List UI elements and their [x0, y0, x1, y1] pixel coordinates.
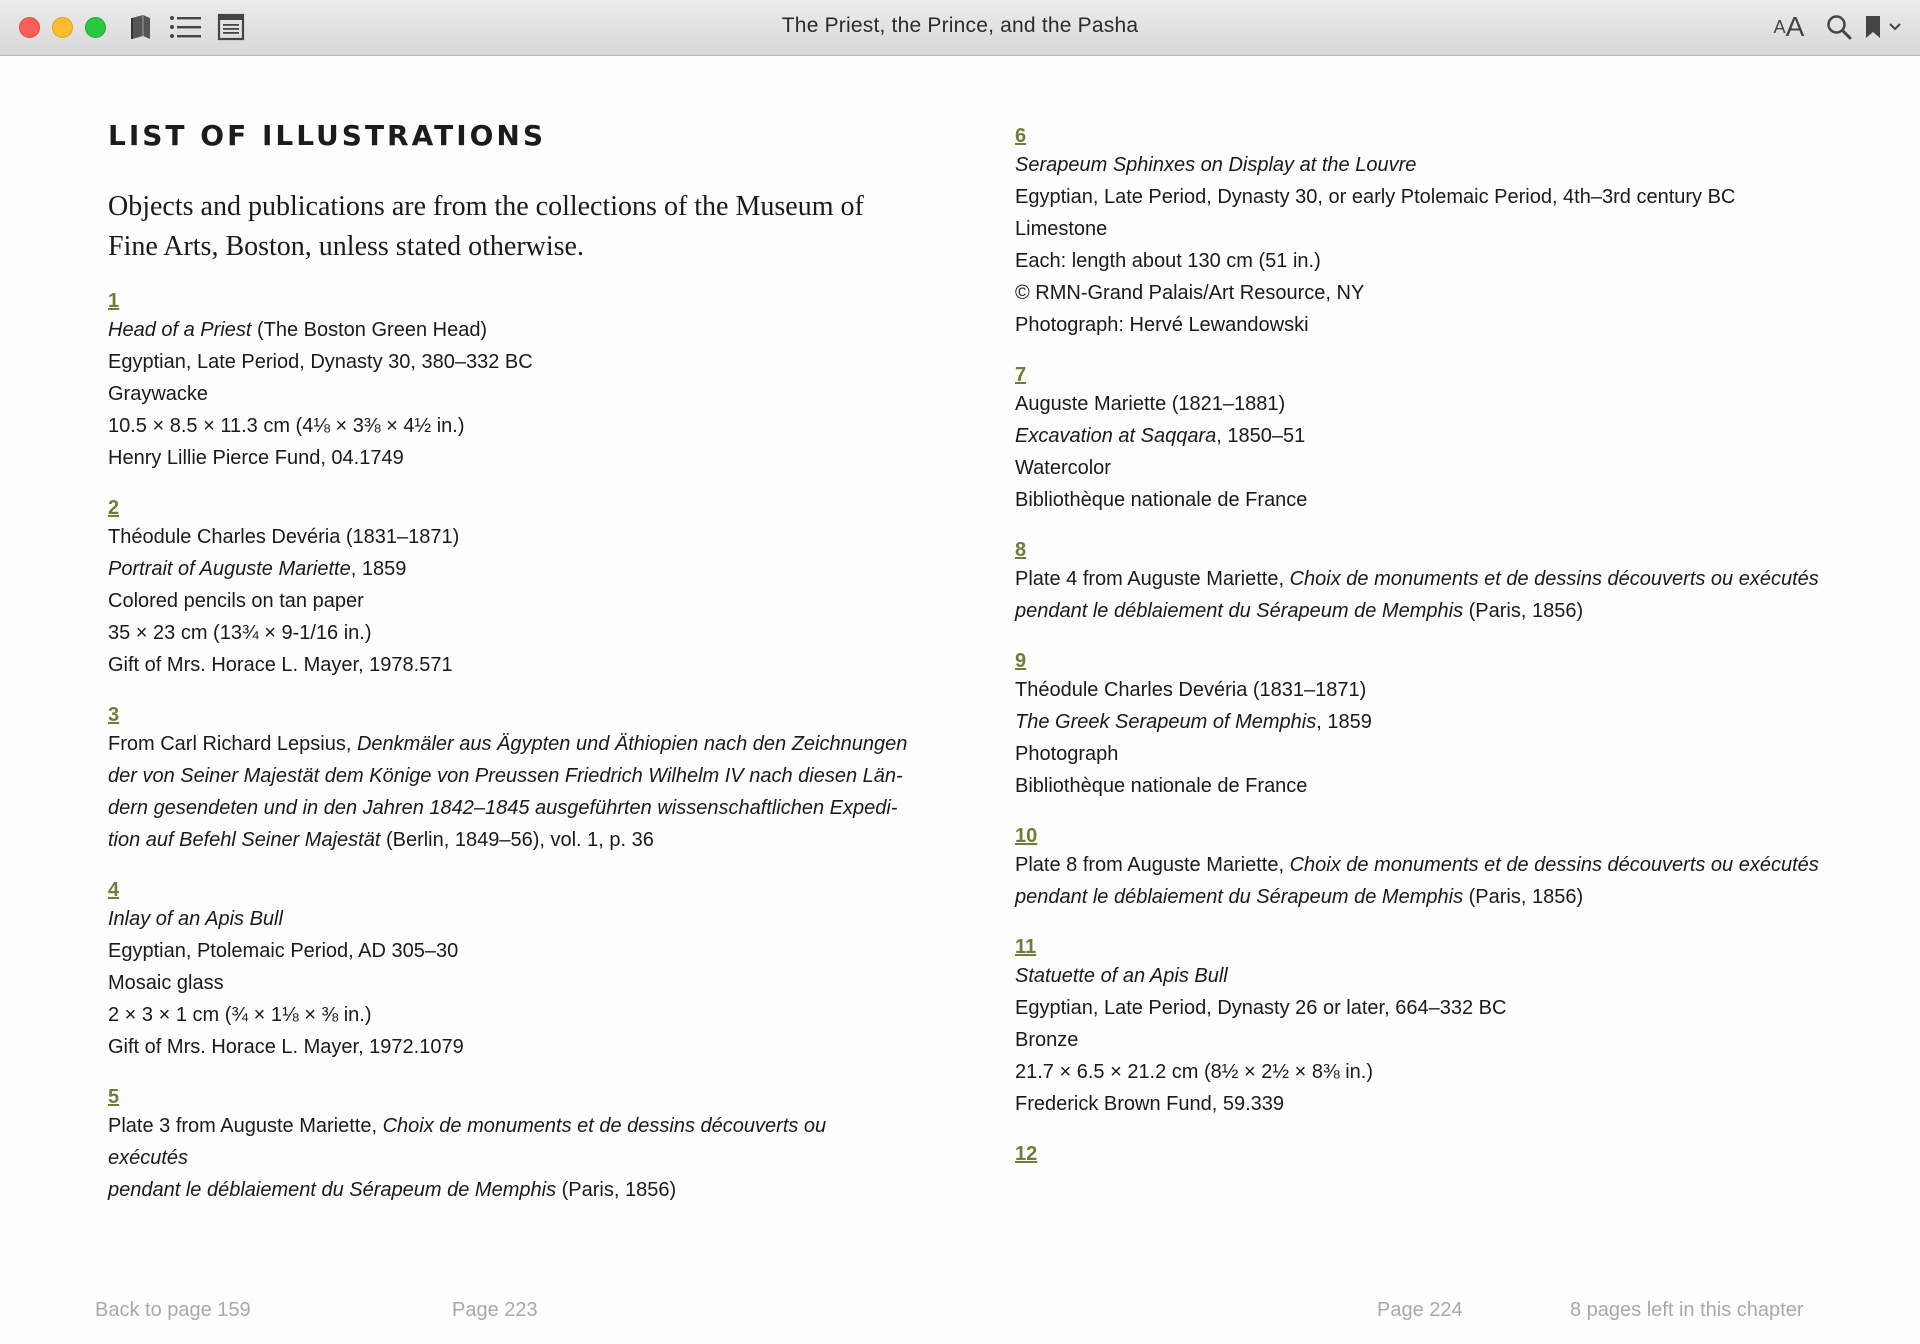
left-page [108, 56, 908, 1206]
illustration-number-link[interactable]: 10 [1015, 825, 1038, 847]
caption-title-text: Choix de monuments et de dessins découverts ou exécutés [108, 1114, 827, 1169]
caption-text: © RMN-Grand Palais/Art Resource, NY [1015, 282, 1365, 304]
illustration-number-link[interactable]: 2 [108, 496, 120, 519]
caption-line [108, 585, 908, 617]
illustration-entry [108, 877, 908, 1063]
illustration-entry [108, 288, 908, 474]
illustration-number-link[interactable]: 8 [1015, 539, 1027, 561]
caption-title-text: Excavation at Saqqara [1015, 425, 1217, 447]
back-to-page-link[interactable]: Back to page 159 [95, 1299, 251, 1321]
search-icon[interactable] [1824, 10, 1854, 44]
caption-text: 10.5 × 8.5 × 11.3 cm (4⅛ × 3⅜ × 4½ in.) [108, 414, 465, 437]
caption-text: Watercolor [1015, 457, 1111, 479]
caption-line [108, 521, 908, 553]
caption-line [1015, 277, 1835, 309]
illustration-list-left [108, 288, 908, 1206]
caption-line [108, 1031, 908, 1063]
caption-line [1015, 960, 1835, 992]
page-heading: LIST OF ILLUSTRATIONS [108, 119, 547, 152]
caption-title-text: tion auf Befehl Seiner Majestät [108, 828, 381, 851]
caption-line [1015, 992, 1835, 1024]
illustration-number-link[interactable]: 12 [1015, 1143, 1038, 1165]
caption-text: (Paris, 1856) [556, 1178, 677, 1201]
chevron-down-icon[interactable] [1886, 10, 1904, 44]
caption-line [1015, 245, 1835, 277]
caption-title-text: Inlay of an Apis Bull [108, 907, 283, 930]
caption-text: 2 × 3 × 1 cm (¾ × 1⅛ × ⅜ in.) [108, 1003, 372, 1026]
caption-line [108, 999, 908, 1031]
caption-line [108, 378, 908, 410]
illustration-entry [1015, 934, 1835, 1120]
caption-line [108, 824, 908, 856]
illustration-entry [1015, 362, 1835, 516]
caption-line [108, 967, 908, 999]
caption-text: Egyptian, Late Period, Dynasty 26 or later, 664–332 BC [1015, 997, 1507, 1019]
caption-text: Colored pencils on tan paper [108, 589, 364, 612]
illustration-number-link[interactable]: 4 [108, 878, 120, 901]
window-title: The Priest, the Prince, and the Pasha [781, 14, 1139, 37]
caption-title-text: pendant le déblaiement du Sérapeum de Memphis [1015, 600, 1464, 622]
left-page-number: Page 223 [452, 1299, 538, 1321]
caption-text: Bibliothèque nationale de France [1015, 489, 1308, 511]
intro-paragraph: Objects and publications are from the collections of the Museum of Fine Arts, Boston, unless stated otherwise. [108, 190, 864, 262]
illustration-number-link[interactable]: 11 [1015, 936, 1037, 958]
caption-line [1015, 484, 1835, 516]
caption-line [108, 760, 908, 792]
caption-line [1015, 595, 1835, 627]
caption-text: Mosaic glass [108, 971, 224, 994]
caption-line [108, 728, 908, 760]
caption-line [108, 792, 908, 824]
caption-line [1015, 563, 1835, 595]
illustration-number-link[interactable]: 3 [108, 703, 120, 726]
caption-title-text: dern gesendeten und in den Jahren 1842–1845 ausgeführten wissenschaftlichen Expedi- [108, 796, 898, 819]
caption-text: (Paris, 1856) [1463, 600, 1584, 622]
caption-title-text: Choix de monuments et de dessins découverts ou exécutés [1289, 854, 1819, 876]
caption-line [1015, 770, 1835, 802]
caption-line [1015, 1056, 1835, 1088]
caption-text: Egyptian, Late Period, Dynasty 30, 380–332 BC [108, 350, 533, 373]
caption-title-text: Choix de monuments et de dessins découverts ou exécutés [1289, 568, 1819, 590]
illustration-entry [1015, 1141, 1835, 1167]
caption-line [1015, 309, 1835, 341]
caption-line [108, 903, 908, 935]
illustration-number-link[interactable]: 9 [1015, 650, 1027, 672]
caption-line [108, 1110, 908, 1174]
caption-line [1015, 420, 1835, 452]
caption-line [108, 553, 908, 585]
caption-text: Gift of Mrs. Horace L. Mayer, 1972.1079 [108, 1035, 464, 1058]
caption-text: Egyptian, Late Period, Dynasty 30, or early Ptolemaic Period, 4th–3rd century BC [1015, 186, 1736, 208]
caption-line [108, 346, 908, 378]
caption-text: Gift of Mrs. Horace L. Mayer, 1978.571 [108, 653, 453, 676]
bookmark-icon[interactable] [1862, 10, 1884, 44]
caption-text: Photograph: Hervé Lewandowski [1015, 314, 1309, 336]
caption-text: , 1859 [350, 557, 407, 580]
illustration-entry [1015, 823, 1835, 913]
caption-line [1015, 738, 1835, 770]
caption-title-text: Serapeum Sphinxes on Display at the Louvre [1015, 154, 1417, 176]
close-window-button[interactable] [19, 17, 40, 38]
caption-text: (Berlin, 1849–56), vol. 1, p. 36 [380, 828, 654, 851]
caption-title-text: Statuette of an Apis Bull [1015, 965, 1228, 987]
caption-text: Photograph [1015, 743, 1119, 765]
illustration-entry [1015, 123, 1835, 341]
caption-title-text: pendant le déblaiement du Sérapeum de Memphis [108, 1178, 557, 1201]
caption-text: Plate 4 from Auguste Mariette, [1015, 568, 1290, 590]
caption-text: From Carl Richard Lepsius, [108, 732, 357, 755]
caption-title-text: Head of a Priest [108, 318, 252, 341]
caption-text: Each: length about 130 cm (51 in.) [1015, 250, 1321, 272]
caption-title-text: Portrait of Auguste Mariette [108, 557, 351, 580]
illustration-list-right [1015, 123, 1835, 1167]
caption-text: Frederick Brown Fund, 59.339 [1015, 1093, 1285, 1115]
illustration-entry [108, 702, 908, 856]
caption-text: , 1859 [1316, 711, 1372, 733]
illustration-entry [108, 495, 908, 681]
right-page-number: Page 224 [1377, 1299, 1463, 1321]
caption-text: Henry Lillie Pierce Fund, 04.1749 [108, 446, 404, 469]
caption-title-text: The Greek Serapeum of Memphis [1015, 711, 1317, 733]
right-page [1015, 56, 1835, 1167]
caption-line [108, 617, 908, 649]
table-of-contents-icon[interactable] [168, 10, 204, 44]
caption-line [1015, 149, 1835, 181]
caption-text: Limestone [1015, 218, 1108, 240]
illustration-number-link[interactable]: 7 [1015, 364, 1027, 386]
caption-text: Auguste Mariette (1821–1881) [1015, 393, 1286, 415]
caption-line [108, 649, 908, 681]
caption-text: Plate 3 from Auguste Mariette, [108, 1114, 383, 1137]
fullscreen-window-button[interactable] [85, 17, 106, 38]
caption-line [1015, 213, 1835, 245]
caption-text: Théodule Charles Devéria (1831–1871) [108, 525, 460, 548]
caption-line [1015, 849, 1835, 881]
caption-line [108, 935, 908, 967]
caption-line [108, 410, 908, 442]
caption-line [1015, 706, 1835, 738]
title-bar [0, 0, 1920, 56]
pages-left-indicator: 8 pages left in this chapter [1570, 1299, 1804, 1321]
notes-icon[interactable] [216, 10, 246, 44]
caption-line [1015, 181, 1835, 213]
book-library-icon[interactable] [126, 10, 156, 44]
caption-text: , 1850–51 [1216, 425, 1306, 447]
caption-line [108, 314, 908, 346]
caption-text: Bronze [1015, 1029, 1079, 1051]
caption-line [1015, 1024, 1835, 1056]
font-size-icon[interactable] [1768, 10, 1810, 44]
font-small-label: A [1773, 17, 1786, 37]
caption-title-text: Denkmäler aus Ägypten und Äthiopien nach den Zeichnungen [356, 732, 908, 755]
caption-line [108, 1174, 908, 1206]
caption-line [1015, 452, 1835, 484]
illustration-number-link[interactable]: 5 [108, 1085, 120, 1108]
caption-text: Egyptian, Ptolemaic Period, AD 305–30 [108, 939, 459, 962]
caption-title-text: pendant le déblaiement du Sérapeum de Memphis [1015, 886, 1464, 908]
illustration-number-link[interactable]: 6 [1015, 125, 1027, 147]
illustration-entry [108, 1084, 908, 1206]
illustration-entry [1015, 537, 1835, 627]
caption-line [1015, 674, 1835, 706]
illustration-entry [1015, 648, 1835, 802]
font-large-label: A [1785, 11, 1805, 42]
caption-text: (The Boston Green Head) [251, 318, 488, 341]
caption-text: 21.7 × 6.5 × 21.2 cm (8½ × 2½ × 8⅜ in.) [1015, 1061, 1374, 1083]
caption-text: Bibliothèque nationale de France [1015, 775, 1308, 797]
caption-line [1015, 1088, 1835, 1120]
caption-text: Théodule Charles Devéria (1831–1871) [1015, 679, 1367, 701]
caption-text: Graywacke [108, 382, 209, 405]
minimize-window-button[interactable] [52, 17, 73, 38]
illustration-number-link[interactable]: 1 [108, 289, 120, 312]
caption-line [1015, 881, 1835, 913]
caption-text: 35 × 23 cm (13¾ × 9-1/16 in.) [108, 621, 372, 644]
caption-text: (Paris, 1856) [1463, 886, 1584, 908]
caption-title-text: der von Seiner Majestät dem Könige von Preussen Friedrich Wilhelm IV nach diesen Län- [108, 764, 903, 787]
caption-line [108, 442, 908, 474]
caption-line [1015, 388, 1835, 420]
caption-text: Plate 8 from Auguste Mariette, [1015, 854, 1290, 876]
